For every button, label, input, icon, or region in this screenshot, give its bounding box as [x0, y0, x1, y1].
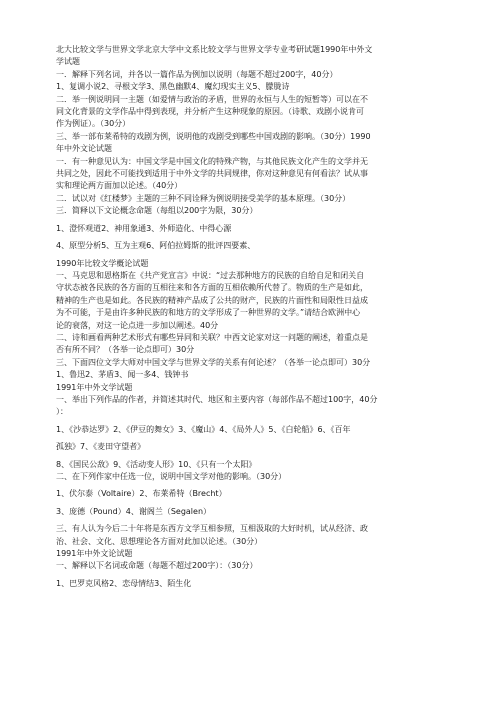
text-line: 作为例证）。（30分）	[56, 119, 131, 129]
text-line: 三、举一部布莱希特的戏剧为例，说明他的戏剧受到哪些中国戏剧的影响。（30分）1990	[56, 131, 371, 141]
text-line: 1990年比较文学概论试题	[56, 258, 149, 268]
text-line: 同文化背景的文学作品中得到表现，并分析产生这种现象的原因。（诗歌、戏剧小说肯可	[56, 107, 364, 117]
text-line: 二、在下列作家中任选一位，说明中国文学对他的影响。（30分）	[56, 472, 287, 481]
text-line: 精神的生产也是如此。各民族的精神产品成了公共的财产，民族的片面性和局限性日益成	[56, 295, 368, 305]
text-line: 1、澄怀观道2、神用象通3、外师造化、中得心源	[56, 223, 232, 233]
text-line: 学试题	[56, 57, 80, 67]
text-line: 一、举出下列作品的作者，并简述其时代、地区和主要内容（每部作品不超过100字，40分	[56, 394, 378, 404]
text-line: 三、下面四位文学大师对中国文学与世界文学的关系有何论述？（各举一论点即可）30分	[56, 357, 371, 367]
text-line: ）：	[56, 407, 68, 417]
text-line: 北大比较文学与世界文学北京大学中文系比较文学与世界文学专业考研试题1990年中外文	[56, 45, 373, 54]
text-line: 二．举一例说明同一主题（如爱情与政治的矛盾，世界的永恒与人生的短暂等）可以在不	[56, 94, 368, 104]
text-line: 三、有人认为今后二十年将是东西方文学互相参照，互相汲取的大好时机，试从经济、政	[56, 524, 368, 534]
text-line: 1、复调小说2、寻根文学3、黑色幽默4、魔幻现实主义5、朦胧诗	[56, 82, 290, 92]
text-line: 1、伏尔泰（Voltaire）2、布莱希特（Brecht）	[56, 489, 227, 499]
text-line: 一、解释以下名词或命题（每题不超过200字）：（30分）	[56, 561, 258, 571]
text-line: 1、鲁迅2、茅盾3、闻一多4、钱钟书	[56, 370, 189, 380]
document-page	[56, 44, 446, 590]
text-line: 孤独》7、《麦田守望者》	[56, 442, 146, 452]
text-line: 4、原型分析5、互为主观6、阿伯拉姆斯的批评四要素、	[56, 241, 256, 251]
text-line: 否有所不同？（各举一论点即可）30分	[56, 345, 195, 355]
text-line: 1991年中外文论试题	[56, 549, 133, 559]
text-line: 三．简释以下文论概念命题（每组以200字为限，30分）	[56, 206, 258, 216]
text-line: 年中外文论试题	[56, 144, 112, 154]
text-line: 8、《国民公敌》9、《活动变人形》10、《只有一个太阳》	[56, 459, 257, 469]
text-line: 二．试以对《红楼梦》主题的三种不同诠释为例说明接受美学的基本原理。（30分）	[56, 193, 351, 203]
text-line: 共同之处，因此不可能找到适用于中外文学的共同规律，你对这种意见有何看法？试从事	[56, 169, 368, 179]
text-line: 一、马克思和恩格斯在《共产党宣言》中说：“过去那种地方的民族的自给自足和闭关自	[56, 270, 365, 280]
text-line: 治、社会、文化、思想理论各方面对此加以论述。（30分）	[56, 536, 263, 546]
text-line: 一．解释下列名词，并各以一篇作品为例加以说明（每题不超过200字，40分）	[56, 69, 338, 79]
text-line: 二、诗和画看两种艺术形式有哪些异同和关联？中西文论家对这一问题的阐述，着重点是	[56, 332, 368, 342]
text-line: 1、《沙恭达罗》2、《伊豆的舞女》3、《魔山》4、《局外人》5、《白轮船》6、《百年	[56, 424, 351, 434]
text-line: 一．有一种意见认为：中国文学是中国文化的特殊产物，与其他民族文化产生的文学并无	[56, 156, 368, 166]
text-line: 实和理论两方面加以论述。（40分）	[56, 181, 183, 191]
text-line: 为不可能，于是由许多种民族的和地方的文学形成了一种世界的文学。”请结合欧洲中心	[56, 308, 361, 318]
text-line: 论的衰落，对这一论点进一步加以阐述。40分	[56, 320, 219, 330]
text-line: 1991年中外文学试题	[56, 382, 133, 392]
text-line: 3、庞德（Pound）4、谢阁兰（Segalen）	[56, 506, 212, 516]
text-line: 1、巴罗克风格2、恋母情结3、陌生化	[56, 578, 192, 588]
text-line: 守状态被各民族的各方面的互相往来和各方面的互相依赖所代替了。物质的生产是如此，	[56, 283, 368, 293]
